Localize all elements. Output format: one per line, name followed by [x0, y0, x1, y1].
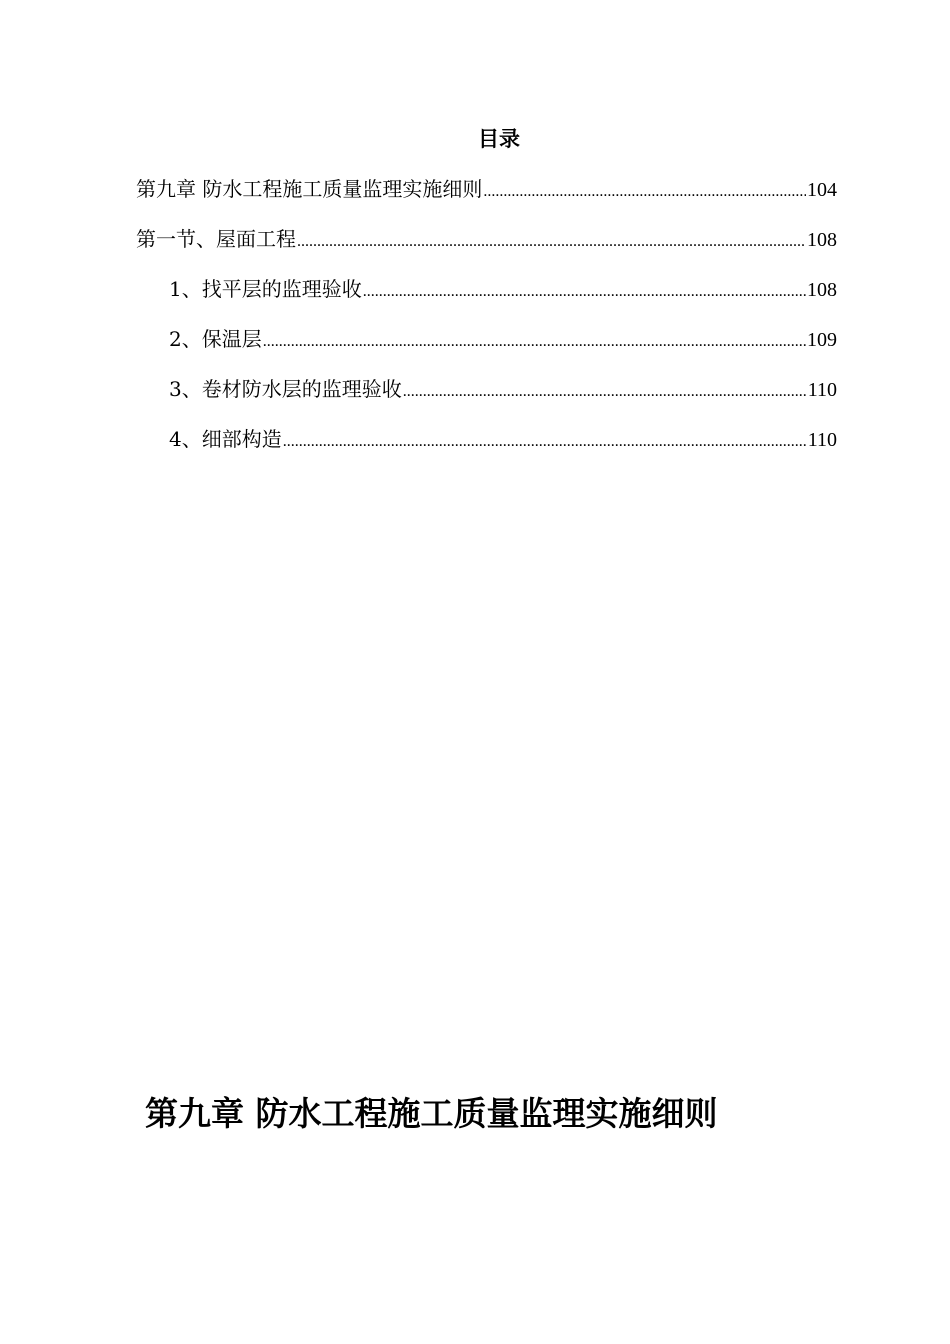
toc-list	[136, 174, 837, 474]
toc-entry[interactable]	[136, 274, 837, 324]
toc-leader-dots	[297, 224, 806, 257]
toc-leader-dots	[403, 374, 807, 407]
toc-entry[interactable]	[136, 324, 837, 374]
toc-entry-page: 110	[807, 429, 837, 451]
toc-entry-label: 1、找平层的监理验收	[169, 277, 362, 301]
toc-leader-dots	[283, 424, 807, 457]
chapter-heading: 第九章 防水工程施工质量监理实施细则	[145, 1094, 718, 1133]
toc-entry-page: 104	[807, 179, 837, 201]
toc-leader-dots	[263, 324, 806, 357]
toc-title: 目录	[478, 126, 520, 151]
toc-entry-page: 109	[807, 329, 837, 351]
toc-entry-label: 2、保温层	[169, 327, 262, 351]
toc-leader-dots	[363, 274, 806, 307]
toc-entry-page: 108	[807, 279, 837, 301]
toc-entry-page: 108	[807, 229, 837, 251]
toc-entry[interactable]	[136, 174, 837, 224]
toc-entry-label: 4、细部构造	[169, 427, 282, 451]
toc-entry-label: 第九章 防水工程施工质量监理实施细则	[136, 177, 483, 201]
toc-entry-label: 3、卷材防水层的监理验收	[169, 377, 402, 401]
toc-entry[interactable]	[136, 424, 837, 474]
toc-entry-label: 第一节、屋面工程	[136, 227, 296, 251]
toc-entry[interactable]	[136, 224, 837, 274]
toc-leader-dots	[483, 174, 806, 207]
toc-entry[interactable]	[136, 374, 837, 424]
toc-entry-page: 110	[807, 379, 837, 401]
